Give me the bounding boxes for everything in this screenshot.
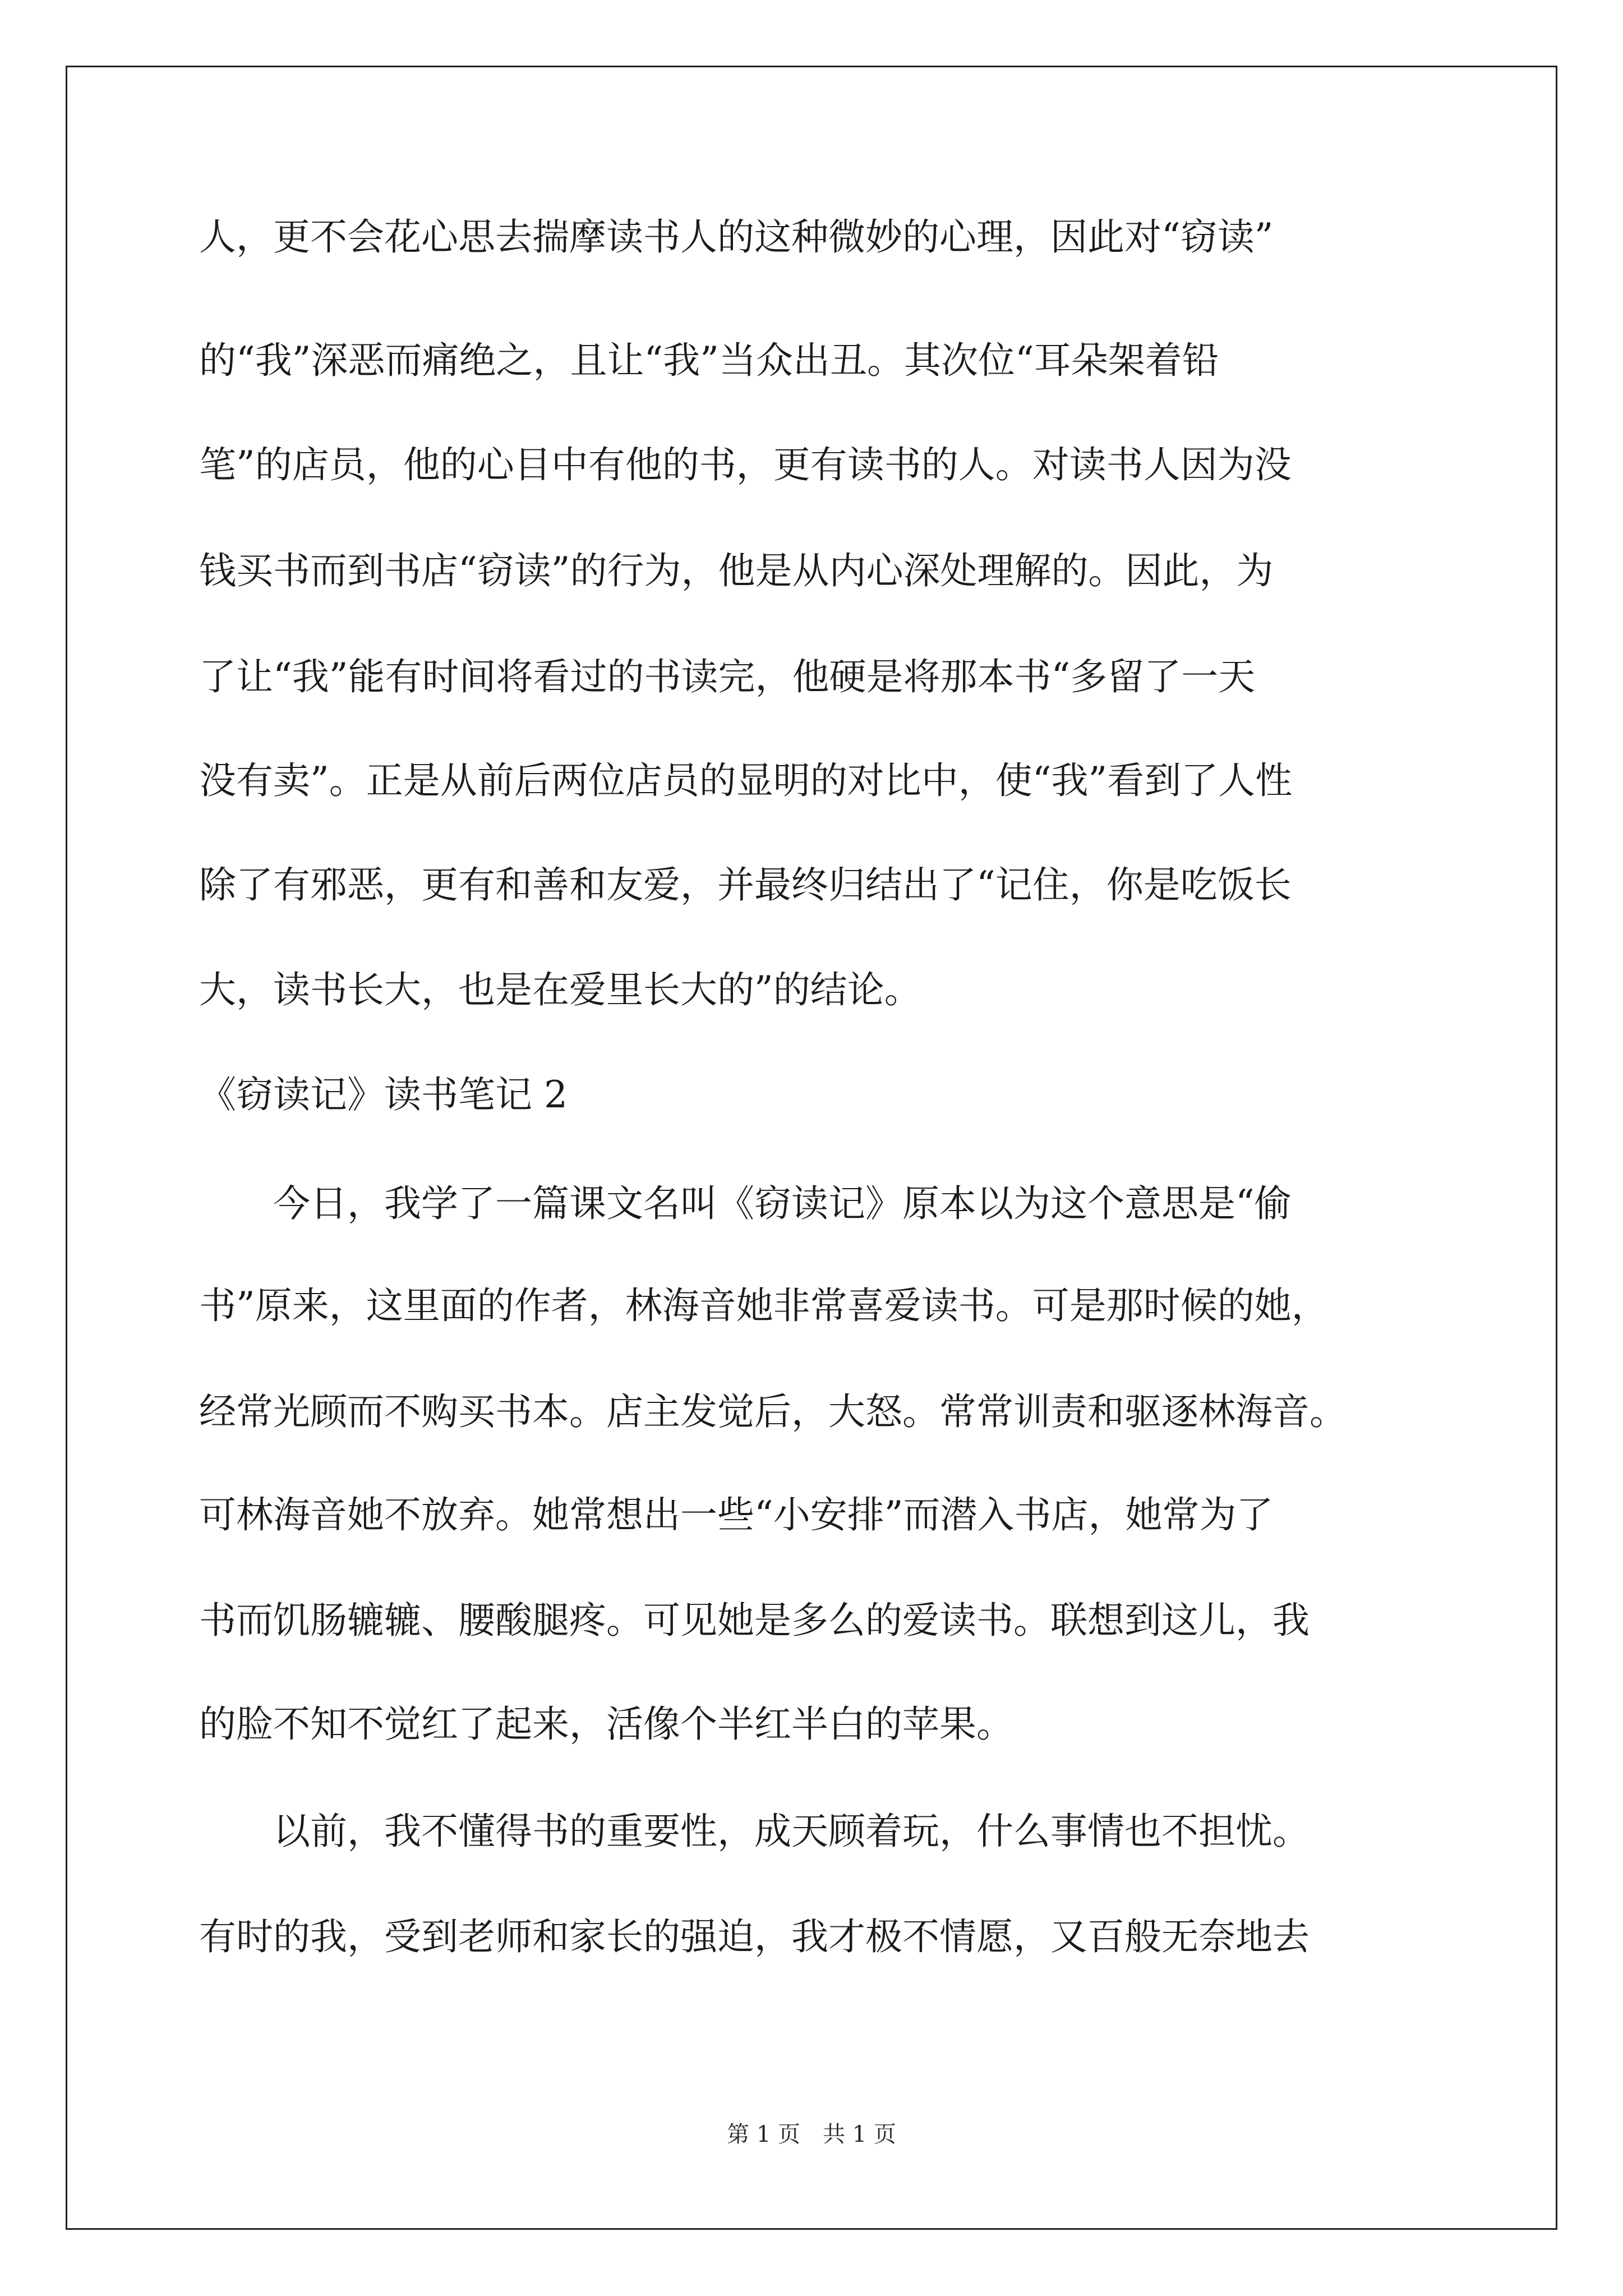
text-line: 除了有邪恶，更有和善和友爱，并最终归结出了“记住，你是吃饭长	[199, 863, 1292, 907]
page-frame	[66, 66, 1557, 2230]
text-line: 大，读书长大，也是在爱里长大的”的结论。	[199, 968, 921, 1011]
text-line: 人，更不会花心思去揣摩读书人的这种微妙的心理，因此对“窃读”	[199, 215, 1274, 259]
text-line: 的脸不知不觉红了起来，活像个半红半白的苹果。	[199, 1703, 1013, 1746]
text-line: 经常光顾而不购买书本。店主发觉后，大怒。常常训责和驱逐林海音。	[199, 1390, 1347, 1433]
text-line: 有时的我，受到老师和家长的强迫，我才极不情愿，又百般无奈地去	[199, 1915, 1310, 1958]
text-line: 钱买书而到书店“窃读”的行为，他是从内心深处理解的。因此，为	[199, 549, 1274, 592]
text-line: 可林海音她不放弃。她常想出一些“小安排”而潜入书店，她常为了	[199, 1493, 1274, 1536]
text-line: 了让“我”能有时间将看过的书读完，他硬是将那本书“多留了一天	[199, 655, 1256, 698]
text-line: 笔”的店员，他的心目中有他的书，更有读书的人。对读书人因为没	[199, 443, 1292, 486]
text-line: 书而饥肠辘辘、腰酸腿疼。可见她是多么的爱读书。联想到这儿，我	[199, 1599, 1310, 1642]
page-footer: 第 1 页 共 1 页	[727, 2122, 896, 2147]
text-line: 以前，我不懂得书的重要性，成天顾着玩，什么事情也不担忧。	[199, 1810, 1310, 1853]
text-line: 书”原来，这里面的作者，林海音她非常喜爱读书。可是那时候的她，	[199, 1284, 1329, 1327]
text-line: 今日，我学了一篇课文名叫《窃读记》原本以为这个意思是“偷	[199, 1182, 1292, 1225]
text-line: 的“我”深恶而痛绝之，且让“我”当众出丑。其次位“耳朵架着铅	[199, 339, 1219, 382]
section-heading: 《窃读记》读书笔记 2	[199, 1073, 568, 1116]
text-line: 没有卖”。正是从前后两位店员的显明的对比中，使“我”看到了人性	[199, 759, 1293, 802]
